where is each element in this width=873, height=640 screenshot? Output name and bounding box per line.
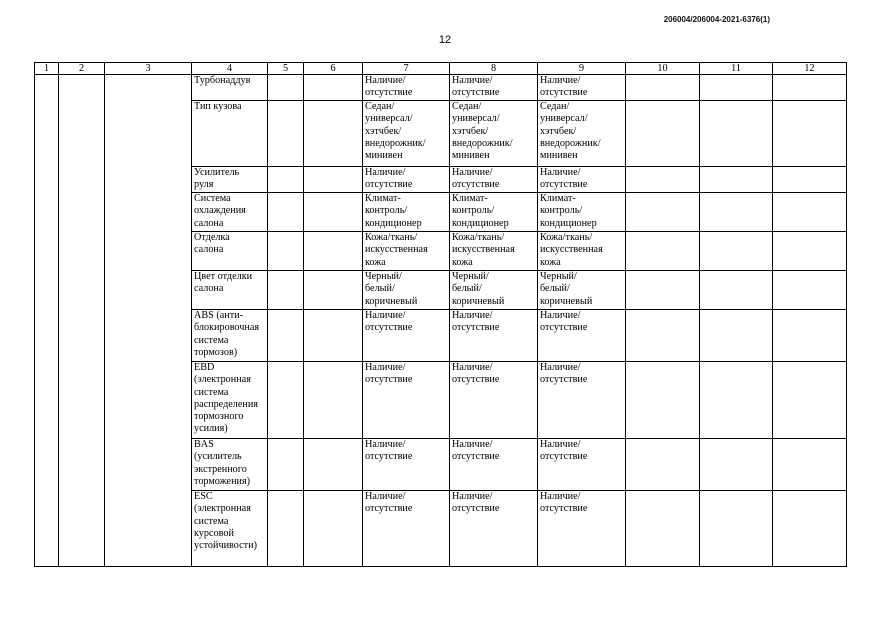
empty-cell [626, 439, 700, 491]
value-cell: Наличие/ отсутствие [538, 362, 626, 439]
empty-cell [626, 101, 700, 167]
value-cell: Кожа/ткань/ искусственная кожа [363, 232, 450, 271]
parameter-cell: Тип кузова [192, 101, 268, 167]
value-cell: Черный/ белый/ коричневый [538, 271, 626, 310]
parameter-cell: Турбонаддув [192, 75, 268, 101]
column-number: 10 [626, 63, 700, 75]
empty-cell [773, 101, 847, 167]
value-cell: Климат- контроль/ кондиционер [450, 193, 538, 232]
value-cell: Наличие/ отсутствие [538, 167, 626, 193]
empty-cell [626, 193, 700, 232]
value-cell: Седан/ универсал/ хэтчбек/ внедорожник/ минивен [538, 101, 626, 167]
empty-cell [700, 271, 773, 310]
empty-cell [626, 491, 700, 567]
empty-cell [773, 167, 847, 193]
column-number: 3 [105, 63, 192, 75]
empty-cell [304, 271, 363, 310]
empty-cell [268, 232, 304, 271]
value-cell: Наличие/ отсутствие [450, 439, 538, 491]
empty-cell [268, 193, 304, 232]
parameter-cell: ESC (электронная система курсовой устойчивости) [192, 491, 268, 567]
empty-cell [773, 310, 847, 362]
value-cell: Наличие/ отсутствие [363, 491, 450, 567]
empty-cell [700, 362, 773, 439]
value-cell: Наличие/ отсутствие [363, 167, 450, 193]
empty-cell [700, 310, 773, 362]
value-cell: Наличие/ отсутствие [450, 167, 538, 193]
value-cell: Наличие/ отсутствие [363, 439, 450, 491]
value-cell: Черный/ белый/ коричневый [363, 271, 450, 310]
empty-cell [304, 75, 363, 101]
empty-cell [304, 101, 363, 167]
value-cell: Климат- контроль/ кондиционер [538, 193, 626, 232]
value-cell: Наличие/ отсутствие [538, 491, 626, 567]
parameter-cell: EBD (электронная система распределения тормозного усилия) [192, 362, 268, 439]
empty-cell [773, 362, 847, 439]
value-cell: Наличие/ отсутствие [538, 439, 626, 491]
parameter-cell: Система охлаждения салона [192, 193, 268, 232]
empty-cell [268, 491, 304, 567]
table-row [35, 75, 847, 101]
empty-cell [304, 167, 363, 193]
empty-cell [626, 167, 700, 193]
column-number: 7 [363, 63, 450, 75]
empty-cell [700, 439, 773, 491]
empty-cell [304, 439, 363, 491]
empty-cell [268, 310, 304, 362]
column-number: 4 [192, 63, 268, 75]
empty-cell [304, 310, 363, 362]
value-cell: Наличие/ отсутствие [363, 310, 450, 362]
empty-cell [773, 232, 847, 271]
value-cell: Наличие/ отсутствие [450, 310, 538, 362]
empty-cell [268, 271, 304, 310]
page-number: 12 [438, 34, 452, 46]
value-cell: Кожа/ткань/ искусственная кожа [450, 232, 538, 271]
empty-cell [700, 101, 773, 167]
empty-cell [773, 193, 847, 232]
empty-cell [268, 362, 304, 439]
value-cell: Седан/ универсал/ хэтчбек/ внедорожник/ минивен [450, 101, 538, 167]
empty-cell [304, 232, 363, 271]
value-cell: Климат- контроль/ кондиционер [363, 193, 450, 232]
value-cell: Наличие/ отсутствие [538, 310, 626, 362]
empty-cell [773, 439, 847, 491]
value-cell: Седан/ универсал/ хэтчбек/ внедорожник/ минивен [363, 101, 450, 167]
empty-cell [700, 491, 773, 567]
empty-cell [773, 491, 847, 567]
empty-cell [304, 193, 363, 232]
value-cell: Черный/ белый/ коричневый [450, 271, 538, 310]
empty-cell [268, 75, 304, 101]
column-number: 8 [450, 63, 538, 75]
empty-cell [626, 271, 700, 310]
empty-cell [268, 167, 304, 193]
column-number: 2 [59, 63, 105, 75]
empty-cell [700, 232, 773, 271]
parameter-cell: ABS (анти- блокировочная система тормозов) [192, 310, 268, 362]
empty-cell [626, 362, 700, 439]
column-number-row [35, 63, 847, 75]
parameter-cell: Цвет отделки салона [192, 271, 268, 310]
value-cell: Наличие/ отсутствие [363, 362, 450, 439]
document-id: 206004/206004-2021-6376(1) [663, 15, 770, 24]
empty-cell [268, 439, 304, 491]
parameter-cell: Отделка салона [192, 232, 268, 271]
value-cell: Наличие/ отсутствие [538, 75, 626, 101]
empty-cell [304, 491, 363, 567]
empty-cell [773, 75, 847, 101]
empty-cell [35, 75, 59, 567]
empty-cell [105, 75, 192, 567]
empty-cell [773, 271, 847, 310]
column-number: 12 [773, 63, 847, 75]
value-cell: Наличие/ отсутствие [450, 362, 538, 439]
column-number: 5 [268, 63, 304, 75]
value-cell: Кожа/ткань/ искусственная кожа [538, 232, 626, 271]
empty-cell [700, 193, 773, 232]
empty-cell [59, 75, 105, 567]
empty-cell [268, 101, 304, 167]
empty-cell [626, 232, 700, 271]
value-cell: Наличие/ отсутствие [450, 491, 538, 567]
empty-cell [626, 75, 700, 101]
parameter-cell: BAS (усилитель экстренного торможения) [192, 439, 268, 491]
spec-table [34, 62, 847, 567]
parameter-cell: Усилитель руля [192, 167, 268, 193]
empty-cell [700, 75, 773, 101]
column-number: 1 [35, 63, 59, 75]
column-number: 6 [304, 63, 363, 75]
empty-cell [304, 362, 363, 439]
column-number: 9 [538, 63, 626, 75]
empty-cell [700, 167, 773, 193]
column-number: 11 [700, 63, 773, 75]
value-cell: Наличие/ отсутствие [450, 75, 538, 101]
value-cell: Наличие/ отсутствие [363, 75, 450, 101]
empty-cell [626, 310, 700, 362]
